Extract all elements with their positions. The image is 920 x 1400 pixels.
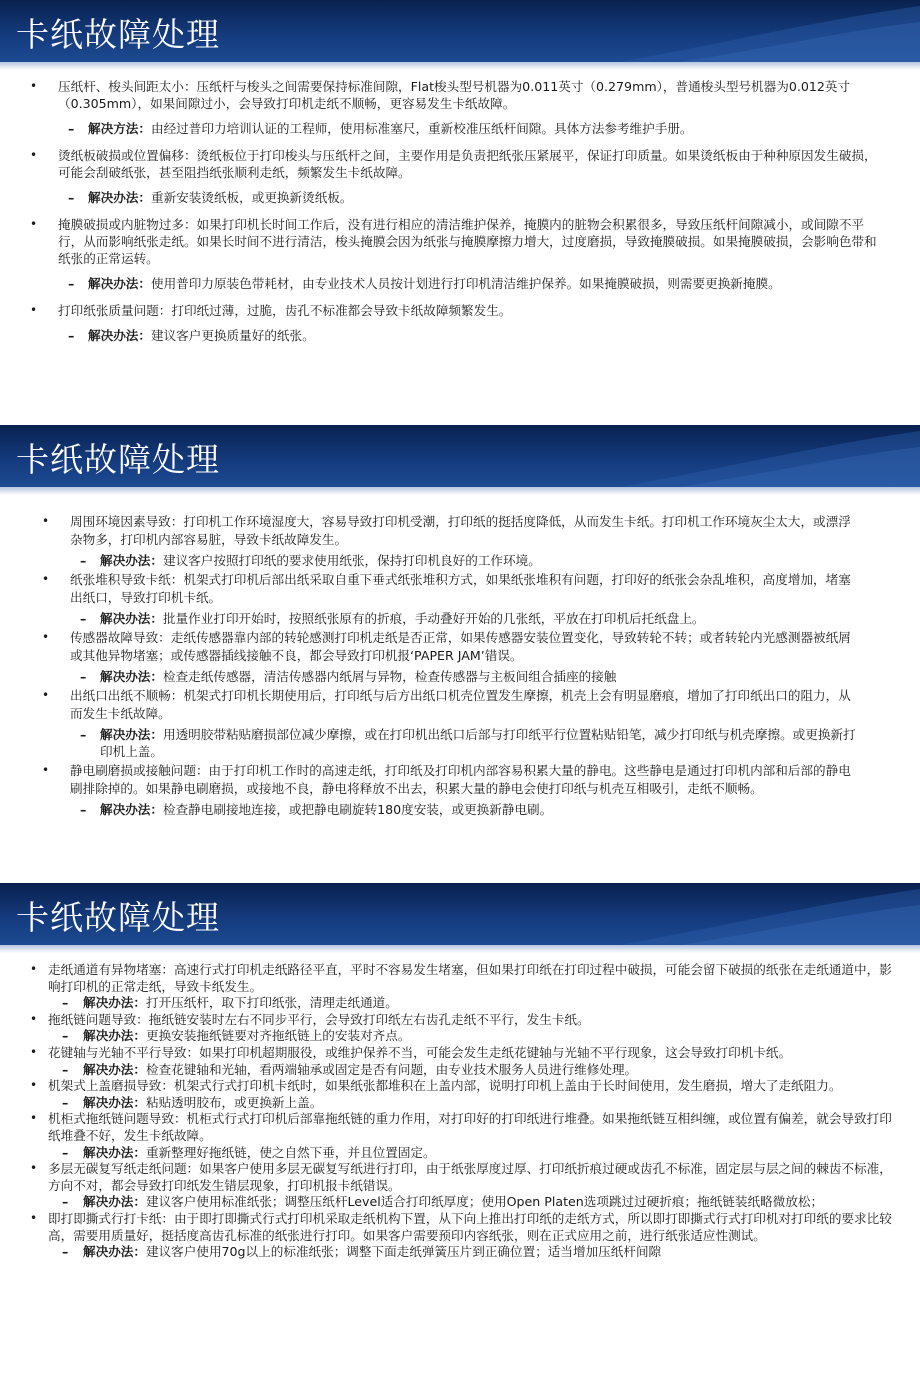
solution-text: 建议客户使用标准纸张；调整压纸杆Level适合打印纸厚度；使用Open Platen选项跳过过硬折痕；拖纸链装纸略微放松；: [145, 1194, 824, 1210]
list-item: [0, 629, 920, 685]
solution-dash: –: [80, 727, 87, 742]
solution-dash: –: [80, 553, 87, 568]
bullet-dot: •: [30, 217, 38, 231]
item-text: 周围环境因素导致：打印机工作环境湿度大，容易导致打印机受潮，打印纸的挺括度降低，从而发生卡纸。打印机工作环境灰尘太大，或漂浮杂物多，打印机内部容易脏，导致卡纸故障发生。: [70, 514, 851, 547]
slide-1: [0, 0, 920, 425]
header-swoosh-decoration: [620, 883, 920, 945]
solution-line: [48, 1145, 894, 1162]
bullet-dot: •: [42, 572, 50, 586]
item-text: 纸张堆积导致卡纸：机架式打印机后部出纸采取自重下垂式纸张堆积方式，如果纸张堆积有问题，打印好的纸张会杂乱堆积，高度增加，堵塞出纸口，导致打印机卡纸。: [70, 572, 851, 605]
solution-text: 检查静电刷接地连接，或把静电刷旋转180度安装，或更换新静电刷。: [162, 802, 553, 817]
item-text: 烫纸板破损或位置偏移：烫纸板位于打印梭头与压纸杆之间，主要作用是负责把纸张压紧展平，保证打印质量。如果烫纸板由于种种原因发生破损，可能会刮破纸张，甚至阻挡纸张顺利走纸，频繁发生卡纸故障。: [58, 148, 877, 180]
item-text: 走纸通道有异物堵塞：高速行式打印机走纸路径平直，平时不容易发生堵塞，但如果打印纸在打印过程中破损，可能会留下破损的纸张在走纸通道中，影响打印机的正常走纸，导致卡纸发生。: [48, 962, 892, 994]
solution-label: 解决办法：: [88, 276, 151, 291]
solution-line: [70, 610, 860, 627]
slide-header: [0, 883, 920, 945]
item-text: 打印纸张质量问题：打印纸过薄，过脆，齿孔不标准都会导致卡纸故障频繁发生。: [58, 303, 512, 318]
solution-text: 建议客户更换质量好的纸张。: [150, 328, 315, 343]
solution-line: [48, 1095, 894, 1112]
solution-line: [70, 801, 860, 818]
list-item: [0, 1012, 920, 1045]
slide-title: 卡纸故障处理: [16, 15, 220, 54]
solution-dash: –: [68, 328, 75, 343]
bullet-dot: •: [42, 688, 50, 702]
bullet-dot: •: [42, 630, 50, 644]
slide-title: 卡纸故障处理: [16, 898, 220, 937]
solution-text: 重新安装烫纸板，或更换新烫纸板。: [150, 190, 353, 205]
solution-line: [70, 552, 860, 569]
solution-label: 解决办法：: [100, 553, 163, 568]
solution-text: 建议客户按照打印纸的要求使用纸张，保持打印机良好的工作环境。: [162, 553, 541, 568]
item-text: 传感器故障导致：走纸传感器靠内部的转轮感测打印机走纸是否正常，如果传感器安装位置变化，导致转轮不转；或者转轮内光感测器被纸屑或其他异物堵塞；或传感器插线接触不良，都会导致打印机报‘PAPER JAM’错误。: [70, 630, 851, 663]
solution-text: 用透明胶带粘贴磨损部位减少摩擦，或在打印机出纸口后部与打印纸平行位置粘贴铅笔，减少打印纸与机壳摩擦。或更换新打印机上盖。: [100, 727, 856, 759]
solution-label: 解决办法：: [100, 802, 163, 817]
solution-line: [48, 1194, 894, 1211]
list-item: [0, 1045, 920, 1078]
solution-label: 解决办法：: [83, 1061, 146, 1077]
solution-dash: –: [62, 1061, 69, 1077]
solution-line: [48, 1062, 894, 1079]
bullet-dot: •: [30, 1044, 38, 1059]
solution-label: 解决办法：: [88, 328, 151, 343]
solution-text: 粘贴透明胶布，或更换新上盖。: [145, 1094, 323, 1110]
item-text: 出纸口出纸不顺畅：机架式打印机长期使用后，打印纸与后方出纸口机壳位置发生摩擦，机壳上会有明显磨痕，增加了打印纸出口的阻力，从而发生卡纸故障。: [70, 688, 851, 721]
solution-text: 批量作业打印开始时，按照纸张原有的折痕，手动叠好开始的几张纸，平放在打印机后托纸盘上。: [162, 611, 705, 626]
solution-text: 重新整理好拖纸链，使之自然下垂，并且位置固定。: [145, 1144, 436, 1160]
solution-dash: –: [80, 802, 87, 817]
solution-line: [58, 327, 884, 344]
solution-label: 解决办法：: [83, 1094, 146, 1110]
solution-dash: –: [62, 995, 69, 1011]
solution-dash: –: [62, 1028, 69, 1044]
bullet-dot: •: [30, 962, 38, 976]
list-item: [0, 513, 920, 569]
slide-content: [0, 513, 920, 820]
solution-label: 解决办法：: [83, 1028, 146, 1044]
item-text: 掩膜破损或内脏物过多：如果打印机长时间工作后，没有进行相应的清洁维护保养，掩膜内的脏物会积累很多，导致压纸杆间隙减小，或间隙不平行，从而影响纸张走纸。如果长时间不进行清洁，梭头掩膜会因为纸张与掩膜摩擦力增大，过度磨损，导致掩膜破损。如果掩膜破损，会影响色带和纸张的正常运转。: [58, 217, 877, 266]
solution-line: [48, 995, 894, 1012]
bullet-dot: •: [30, 1078, 38, 1093]
solution-text: 更换安装拖纸链要对齐拖纸链上的安装对齐点。: [145, 1028, 411, 1044]
list-item: [0, 1078, 920, 1111]
solution-dash: –: [62, 1094, 69, 1110]
list-item: [0, 1211, 920, 1261]
solution-label: 解决办法：: [88, 190, 151, 205]
header-swoosh-decoration: [620, 0, 920, 62]
solution-line: [58, 189, 884, 206]
solution-label: 解决办法：: [100, 727, 163, 742]
bullet-dot: •: [30, 79, 38, 93]
solution-text: 使用普印力原装色带耗材，由专业技术人员按计划进行打印机清洁维护保养。如果掩膜破损，则需要更换新掩膜。: [150, 276, 781, 291]
solution-dash: –: [68, 276, 75, 291]
solution-text: 检查花键轴和光轴，看两端轴承或固定是否有问题，由专业技术服务人员进行维修处理。: [145, 1061, 638, 1077]
item-text: 压纸杆、梭头间距太小：压纸杆与梭头之间需要保持标准间隙，Flat梭头型号机器为0.011英寸（0.279mm），普通梭头型号机器为0.012英寸（0.305mm），如果间隙过小，会导致打印机走纸不顺畅，更容易发生卡纸故障。: [58, 79, 851, 111]
list-item: [0, 147, 920, 206]
solution-line: [58, 120, 884, 137]
list-item: [0, 302, 920, 344]
bullet-dot: •: [30, 1111, 38, 1126]
slide-content: [0, 962, 920, 1261]
list-item: [0, 571, 920, 627]
solution-line: [48, 1028, 894, 1045]
solution-line: [70, 668, 860, 685]
solution-dash: –: [62, 1194, 69, 1210]
solution-dash: –: [80, 611, 87, 626]
list-item: [0, 687, 920, 760]
solution-dash: –: [62, 1244, 69, 1260]
solution-line: [58, 275, 884, 292]
item-text: 拖纸链问题导致：拖纸链安装时左右不同步平行，会导致打印纸左右齿孔走纸不平行，发生卡纸。: [48, 1011, 590, 1027]
slide-content: [0, 78, 920, 354]
solution-text: 检查走纸传感器，清洁传感器内纸屑与异物，检查传感器与主板间组合插座的接触: [162, 669, 617, 684]
item-text: 花键轴与光轴不平行导致：如果打印机超期服役，或维护保养不当，可能会发生走纸花键轴与光轴不平行现象，这会导致打印机卡纸。: [48, 1044, 792, 1060]
slide-2: [0, 425, 920, 883]
slide-3: [0, 883, 920, 1400]
solution-dash: –: [62, 1144, 69, 1160]
item-text: 机架式上盖磨损导致：机架式行式打印机卡纸时，如果纸张都堆积在上盖内部，说明打印机上盖由于长时间使用，发生磨损，增大了走纸阻力。: [48, 1078, 842, 1094]
slide-header: [0, 0, 920, 62]
list-item: [0, 78, 920, 137]
list-item: [0, 762, 920, 818]
solution-label: 解决办法：: [83, 995, 146, 1011]
bullet-dot: •: [30, 303, 38, 317]
bullet-dot: •: [42, 763, 50, 777]
item-text: 即打即撕式行打卡纸：由于即打即撕式行式打印机采取走纸机构下置，从下向上推出打印纸的走纸方式，所以即打即撕式行式打印机对打印纸的要求比较高，需要用质量好，挺括度高齿孔标准的纸张进行打印。如果客户需要预印内容纸张，则在正式应用之前，进行纸张适应性测试。: [48, 1210, 892, 1243]
solution-label: 解决办法：: [83, 1144, 146, 1160]
bullet-dot: •: [30, 1011, 38, 1026]
header-swoosh-decoration: [620, 425, 920, 487]
solution-dash: –: [68, 190, 75, 205]
slide-header: [0, 425, 920, 487]
list-item: [0, 1161, 920, 1211]
solution-label: 解决办法：: [100, 669, 163, 684]
item-text: 多层无碳复写纸走纸问题：如果客户使用多层无碳复写纸进行打印，由于纸张厚度过厚、打印纸折痕过硬或齿孔不标准，固定层与层之间的棘齿不标准，方向不对，都会导致打印纸发生错层现象，打印机报卡纸错误。: [48, 1161, 892, 1193]
solution-line: [70, 726, 860, 760]
bullet-dot: •: [30, 1161, 38, 1176]
solution-dash: –: [80, 669, 87, 684]
bullet-dot: •: [30, 1210, 38, 1225]
solution-text: 由经过普印力培训认证的工程师，使用标准塞尺，重新校准压纸杆间隙。具体方法参考维护手册。: [150, 121, 693, 136]
solution-text: 建议客户使用70g以上的标准纸张；调整下面走纸弹簧压片到正确位置；适当增加压纸杆间隙: [145, 1244, 662, 1260]
slide-title: 卡纸故障处理: [16, 440, 220, 479]
solution-label: 解决办法：: [83, 1244, 146, 1260]
solution-dash: –: [68, 121, 75, 136]
bullet-dot: •: [42, 514, 50, 528]
list-item: [0, 216, 920, 292]
item-text: 机柜式拖纸链问题导致：机柜式行式打印机后部靠拖纸链的重力作用，对打印好的打印纸进行堆叠。如果拖纸链互相纠缠，或位置有偏差，就会导致打印纸堆叠不好，发生卡纸故障。: [48, 1111, 892, 1143]
list-item: [0, 962, 920, 1012]
solution-line: [48, 1244, 894, 1261]
solution-text: 打开压纸杆，取下打印纸张，清理走纸通道。: [145, 995, 398, 1011]
solution-label: 解决办法：: [100, 611, 163, 626]
item-text: 静电刷磨损或接触问题：由于打印机工作时的高速走纸，打印纸及打印机内部容易积累大量的静电。这些静电是通过打印机内部和后部的静电刷排除掉的。如果静电刷磨损，或接地不良，静电将释放不出去，积累大量的静电会使打印纸与机壳互相吸引，走纸不顺畅。: [70, 763, 851, 796]
solution-label: 解决办法：: [83, 1194, 146, 1210]
list-item: [0, 1111, 920, 1161]
solution-label: 解决方法：: [88, 121, 151, 136]
bullet-dot: •: [30, 148, 38, 162]
